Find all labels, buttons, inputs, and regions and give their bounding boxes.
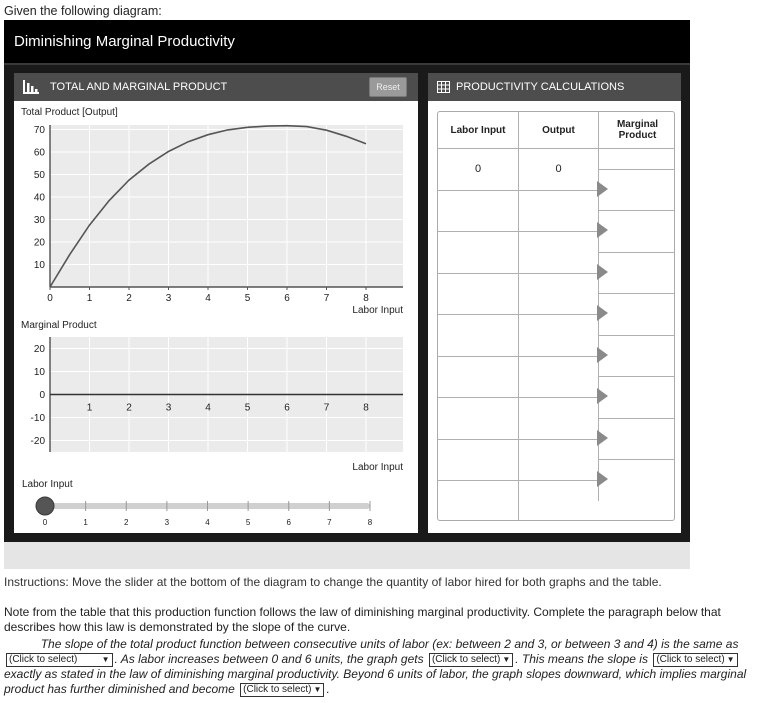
slider-handle[interactable] [36,497,54,515]
table-cell-labor [438,231,518,273]
question-paragraph [4,637,760,697]
row-arrow-icon [597,305,608,321]
tp-x-tick-label: 1 [86,293,93,304]
mp-x-tick-label: 3 [165,402,172,414]
row-arrow-icon [597,430,608,446]
tp-y-tick-label: 50 [33,170,45,181]
table-cell-labor [438,190,518,232]
tp-x-tick-label: 3 [165,293,172,304]
paragraph-part-4: exactly as stated in the law of diminishing marginal productivity. Beyond 6 units of labor, the graph slopes downward, which implies marginal product has further diminished and become [4,667,747,696]
table-cell-output: 0 [518,148,598,190]
slider-tick-label: 0 [42,518,48,527]
chevron-down-icon: ▼ [502,654,511,664]
mp-y-tick-label: 20 [33,344,45,355]
slider-tick-label: 4 [205,518,210,527]
table-header-cell: Labor Input [450,124,506,136]
tp-x-tick-label: 6 [284,293,290,304]
answer-select-1[interactable] [6,653,113,667]
table-cell-output [518,273,598,315]
widget-title: Diminishing Marginal Productivity [14,33,235,50]
table-cell-labor [438,480,518,521]
row-arrow-icon [597,347,608,363]
slider-label: Labor Input [22,479,73,490]
graph-panel [14,73,418,533]
table-header-cell: Output [518,112,598,148]
table-cell-labor [438,356,518,398]
table-cell-output [518,397,598,439]
answer-select-4-label: (Click to select) [243,683,312,695]
graph-panel-header [14,73,418,101]
marginal-product-title: Marginal Product [21,320,97,331]
footer-band [4,542,690,569]
table-cell-output [518,439,598,481]
chevron-down-icon: ▼ [726,654,735,664]
tp-y-tick-label: 60 [33,147,45,159]
slider-tick-label: 1 [83,518,88,527]
answer-select-2[interactable] [429,653,513,667]
table-cell-labor [438,273,518,315]
table-cell-output [518,190,598,232]
tp-y-tick-label: 10 [33,260,45,271]
mp-y-tick-label: -10 [30,413,45,424]
table-cell-labor [438,397,518,439]
paragraph-part-1: The slope of the total product function between consecutive units of labor (ex: between 2 and 3, or between 3 and 4) is the same as [40,637,739,651]
mp-x-tick-label: 6 [284,402,290,414]
slider-tick-label: 8 [367,518,373,527]
tp-x-tick-label: 8 [363,293,369,304]
table-icon [437,81,450,93]
mp-y-tick-label: 0 [39,390,45,401]
graph-area [14,101,418,533]
slider-tick-label: 3 [164,518,170,527]
note-text: Note from the table that this production function follows the law of diminishing marginal productivity. Complete the paragraph below that describes how this law is demonstrated by the slope of the curve. [4,605,721,634]
mp-x-tick-label: 2 [126,402,132,414]
tp-y-tick-label: 40 [33,192,45,204]
table-cell-marginal [598,293,675,335]
mp-x-tick-label: 8 [363,402,369,414]
table-cell-output [518,356,598,398]
table-panel-title: PRODUCTIVITY CALCULATIONS [456,81,625,93]
tp-y-tick-label: 20 [33,237,45,249]
widget-title-bar [4,20,690,65]
tp-x-axis-label: Labor Input [352,305,403,316]
tp-x-tick-label: 2 [126,293,132,304]
mp-x-tick-label: 5 [244,402,251,414]
paragraph-part-5: . [326,682,330,696]
tp-x-tick-label: 5 [244,293,251,304]
chevron-down-icon: ▼ [313,684,322,694]
table-cell-marginal [598,252,675,294]
reset-button[interactable]: Reset [369,77,407,97]
tp-x-tick-label: 7 [323,293,330,304]
chevron-down-icon: ▼ [101,654,110,664]
mp-x-tick-label: 7 [323,402,330,414]
table-cell-labor [438,439,518,481]
graph-panel-title: TOTAL AND MARGINAL PRODUCT [50,81,228,93]
table-cell-marginal [598,210,675,252]
table-cell-output [518,480,598,521]
table-cell-marginal [598,376,675,418]
table-panel-header [428,73,681,101]
table-cell-marginal-spacer [598,148,675,169]
bar-chart-icon [22,79,40,95]
tp-x-tick-label: 0 [47,293,53,304]
tp-y-tick-label: 30 [33,215,45,226]
mp-x-axis-label: Labor Input [352,462,403,473]
mp-y-tick-label: 10 [33,367,45,378]
table-panel [428,73,681,533]
table-cell-output [518,314,598,356]
prompt-text: Given the following diagram: [4,4,162,18]
slider-tick-label: 7 [327,518,332,527]
table-header-cell: Marginal Product [598,112,675,148]
row-arrow-icon [597,471,608,487]
total-product-title: Total Product [Output] [21,107,118,118]
mp-x-tick-label: 1 [86,402,93,414]
answer-select-2-label: (Click to select) [431,653,501,665]
tp-y-tick-label: 70 [33,125,45,136]
table-cell-marginal [598,459,675,501]
row-arrow-icon [597,222,608,238]
paragraph-part-2: . As labor increases between 0 and 6 units, the graph gets [114,652,424,666]
instructions-text: Instructions: Move the slider at the bottom of the diagram to change the quantity of labor hired for both graphs and the table. [4,575,662,589]
answer-select-1-label: (Click to select) [9,653,78,665]
answer-select-3[interactable] [653,653,737,667]
answer-select-4[interactable] [240,683,324,697]
table-cell-labor: 0 [438,148,518,190]
mp-y-tick-label: -20 [30,436,45,447]
slider-tick-label: 6 [286,518,291,527]
row-arrow-icon [597,388,608,404]
table-cell-marginal [598,418,675,460]
row-arrow-icon [597,264,608,280]
tp-x-tick-label: 4 [205,293,211,304]
table-cell-output [518,231,598,273]
productivity-widget [4,20,690,542]
paragraph-part-3: . This means the slope is [515,652,648,666]
tp-plot-bg [50,125,403,287]
mp-x-tick-label: 4 [205,402,211,414]
row-arrow-icon [597,181,608,197]
table-cell-marginal [598,169,675,211]
table-cell-marginal [598,335,675,377]
slider-tick-label: 5 [245,518,251,527]
table-cell-labor [438,314,518,356]
answer-select-3-label: (Click to select) [656,653,725,665]
slider-tick-label: 2 [124,518,129,527]
productivity-table [437,111,675,521]
